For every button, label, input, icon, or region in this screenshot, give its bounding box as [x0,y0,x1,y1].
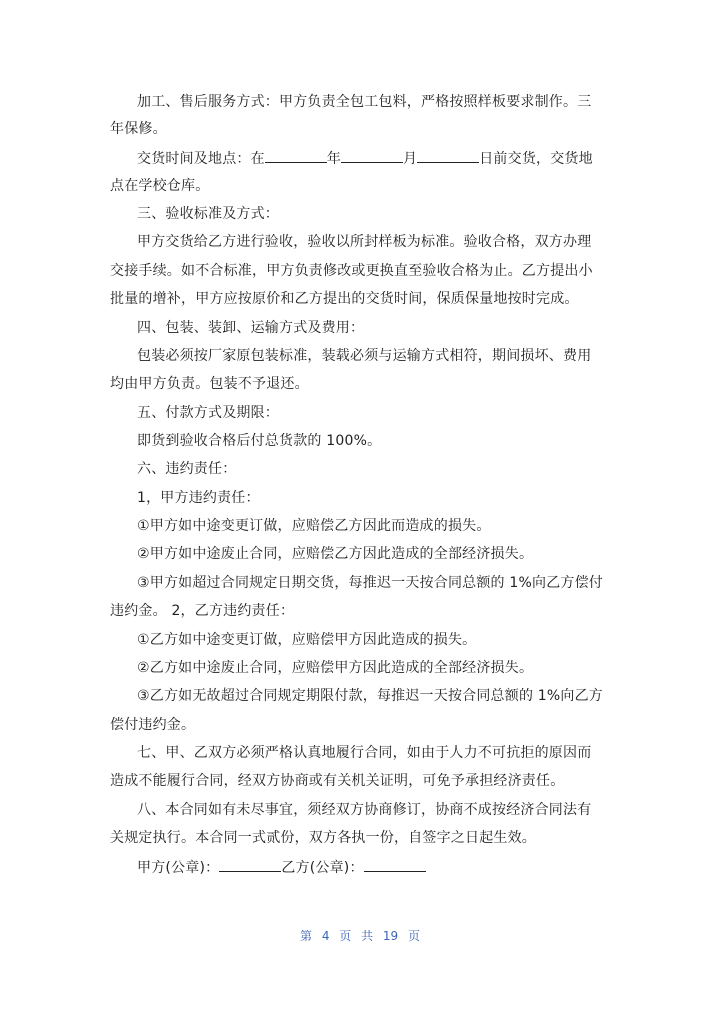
section-heading: 五、付款方式及期限： [137,405,279,421]
paragraph-line: 包装必须按厂家原包装标准，装载必须与运输方式相符，期间损坏、费用 [137,348,592,364]
delivery-year: 年 [326,151,342,167]
signature-line [137,857,637,878]
paragraph-line: ③甲方如超过合同规定日期交货，每推迟一天按合同总额的 1%向乙方偿付 [137,575,604,591]
party-a-label: 甲方(公章)： [137,860,220,876]
paragraph-line: 即货到验收合格后付总货款的 100%。 [137,433,382,449]
day-blank [417,148,479,163]
delivery-month: 月 [403,151,418,167]
paragraph-line: 年保修。 [110,121,167,137]
month-blank [341,148,403,163]
section-heading: 七、甲、乙双方必须严格认真地履行合同，如由于人力不可抗拒的原因而 [137,745,592,761]
paragraph-line: 1，甲方违约责任： [137,490,260,506]
year-blank [265,148,327,163]
section-heading: 三、验收标准及方式： [137,206,279,222]
paragraph-line: ③乙方如无故超过合同规定期限付款，每推迟一天按合同总额的 1%向乙方 [137,688,604,704]
party-b-blank [364,857,426,872]
delivery-prefix: 交货时间及地点：在 [137,151,265,167]
paragraph-line: 批量的增补，甲方应按原价和乙方提出的交货时间，保质保量地按时完成。 [110,291,579,307]
paragraph-line: 造成不能履行合同，经双方协商或有关机关证明，可免予承担经济责任。 [110,773,565,789]
delivery-line [137,148,637,169]
party-a-blank [219,857,281,872]
paragraph-line: ①甲方如中途变更订做，应赔偿乙方因此而造成的损失。 [137,518,491,534]
paragraph-line: 偿付违约金。 [110,717,196,733]
delivery-suffix: 日前交货，交货地 [479,151,593,167]
paragraph-line: ②乙方如中途废止合同，应赔偿甲方因此造成的全部经济损失。 [137,660,534,676]
paragraph-line: 甲方交货给乙方进行验收，验收以所封样板为标准。验收合格，双方办理 [137,234,592,250]
paragraph-line: 关规定执行。本合同一式贰份，双方各执一份，自签字之日起生效。 [110,830,536,846]
section-heading: 四、包装、装卸、运输方式及费用： [137,320,365,336]
paragraph-line: ②甲方如中途废止合同，应赔偿乙方因此造成的全部经济损失。 [137,546,534,562]
paragraph-line: 加工、售后服务方式：甲方负责全包工包料，严格按照样板要求制作。三 [137,94,592,110]
section-heading: 六、违约责任： [137,461,237,477]
party-b-label: 乙方(公章)： [281,860,364,876]
paragraph-line: 点在学校仓库。 [110,178,210,194]
paragraph-line: 交接手续。如不合标准，甲方负责修改或更换直至验收合格为止。乙方提出小 [110,263,593,279]
paragraph-line: ①乙方如中途变更订做，应赔偿甲方因此造成的损失。 [137,632,477,648]
paragraph-line: 违约金。 2，乙方违约责任： [110,603,295,619]
page-footer: 第 4 页 共 19 页 [300,929,420,943]
section-heading: 八、本合同如有未尽事宜，须经双方协商修订，协商不成按经济合同法有 [137,802,592,818]
paragraph-line: 均由甲方负责。包装不予退还。 [110,376,309,392]
